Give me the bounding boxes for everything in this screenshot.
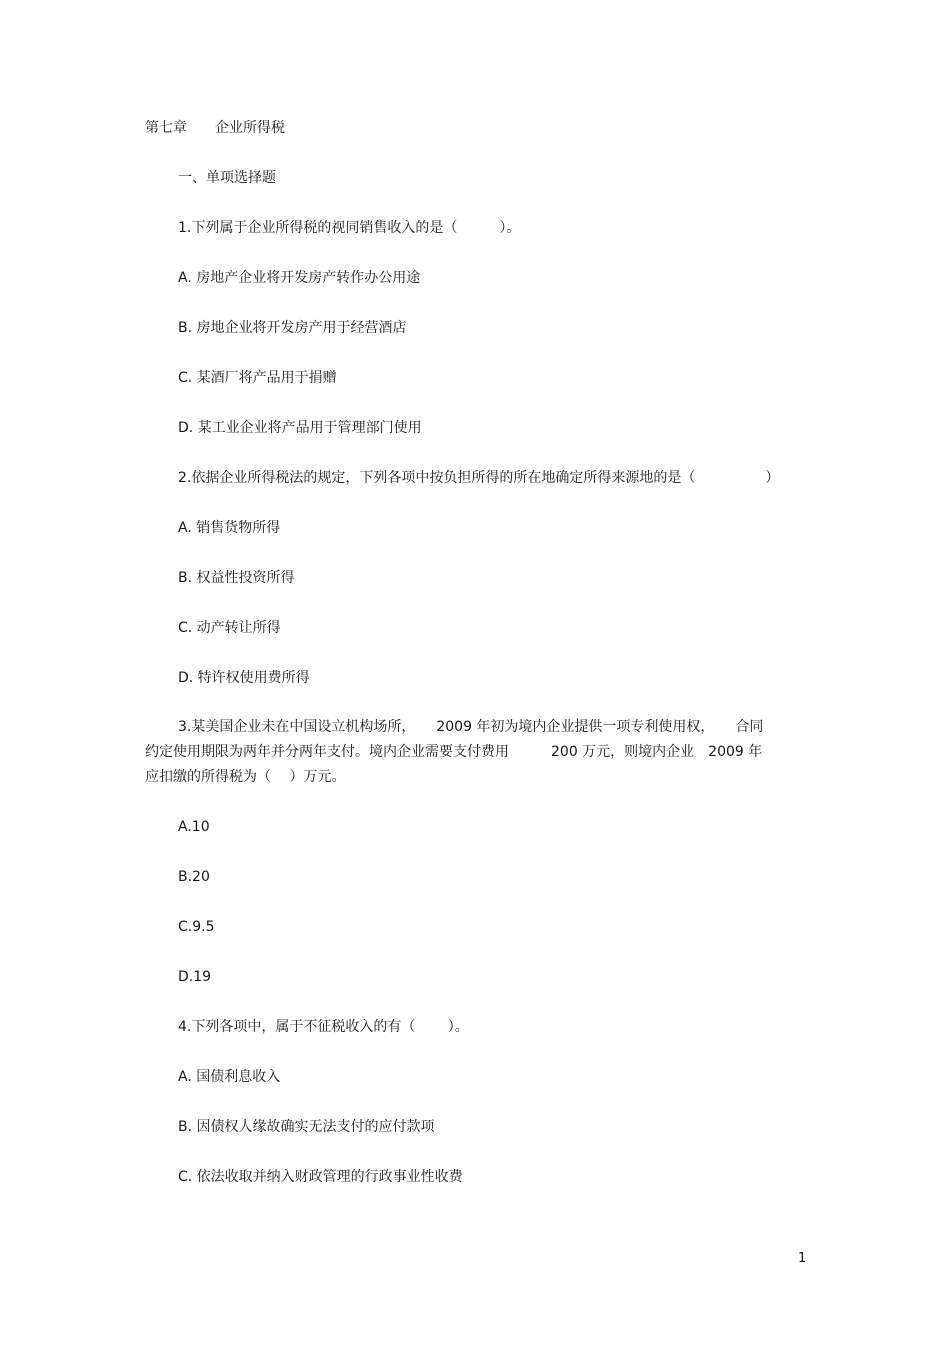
question-3-stem-line-1: 3.某美国企业未在中国设立机构场所， 2009 年初为境内企业提供一项专利使用权， 合同 (178, 719, 764, 735)
question-3-option-c: C.9.5 (178, 919, 215, 935)
question-1-option-d: D. 某工业企业将产品用于管理部门使用 (178, 420, 422, 436)
question-4-option-c: C. 依法收取并纳入财政管理的行政事业性收费 (178, 1169, 463, 1185)
page-number: 1 (798, 1251, 807, 1266)
question-2-option-b: B. 权益性投资所得 (178, 570, 295, 586)
question-1-option-c: C. 某酒厂将产品用于捐赠 (178, 370, 337, 386)
question-4-option-a: A. 国债利息收入 (178, 1069, 281, 1085)
question-3-stem-line-2: 约定使用期限为两年并分两年支付。境内企业需要支付费用 200 万元，则境内企业 2009 年 (145, 744, 763, 760)
question-2-option-c: C. 动产转让所得 (178, 620, 281, 636)
question-4-option-b: B. 因债权人缘故确实无法支付的应付款项 (178, 1119, 435, 1135)
question-4-stem: 4.下列各项中，属于不征税收入的有（ ）。 (178, 1019, 469, 1035)
question-2-option-a: A. 销售货物所得 (178, 520, 281, 536)
question-3-option-d: D.19 (178, 969, 212, 985)
chapter-title: 第七章 企业所得税 (145, 120, 285, 136)
question-3-stem-line-3: 应扣缴的所得税为（ ）万元。 (145, 769, 346, 785)
question-1-stem: 1.下列属于企业所得税的视同销售收入的是（ ）。 (178, 220, 521, 236)
question-2-option-d: D. 特许权使用费所得 (178, 670, 310, 686)
question-1-option-a: A. 房地产企业将开发房产转作办公用途 (178, 270, 421, 286)
question-2-stem: 2.依据企业所得税法的规定，下列各项中按负担所得的所在地确定所得来源地的是（ ） (178, 470, 780, 486)
question-3-option-a: A.10 (178, 819, 210, 835)
section-title: 一、单项选择题 (178, 170, 276, 186)
question-1-option-b: B. 房地企业将开发房产用于经营酒店 (178, 320, 407, 336)
question-3-option-b: B.20 (178, 869, 210, 885)
